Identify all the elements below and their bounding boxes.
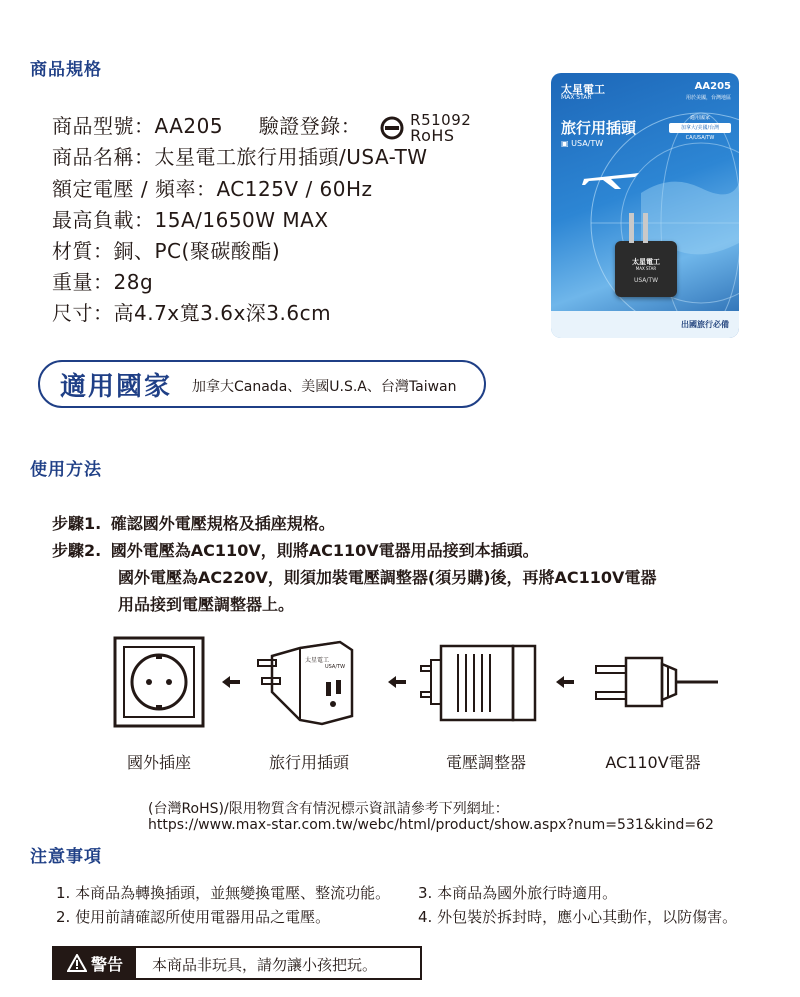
cert-label: 驗證登錄： [258,114,362,138]
countries-pill [38,360,486,408]
rohs-mark [378,110,472,145]
rohs-note-line-1: (台灣RoHS)/限用物質含有情況標示資訊請參考下列網址： [148,801,509,817]
plug-prong-icon-2 [643,213,648,243]
travel-plug-icon [258,642,352,724]
caution-item-2: 2. 使用前請確認所使用電器用品之電壓。 [56,908,331,926]
plug-prong-icon [629,213,634,243]
package-model: AA205 [694,81,731,92]
diagram-label-converter: 電壓調整器 [445,753,526,772]
model-value: AA205 [154,114,224,138]
package-plug-type: ▣ USA/TW [561,139,604,148]
package-footer: 出國旅行必備 [681,320,729,329]
rohs-text: RoHS [410,125,455,145]
rohs-note-url: https://www.max-star.com.tw/webc/html/product/show.aspx?num=531&kind=62 [148,817,714,833]
step-text: 確認國外電壓規格及插座規格。 [110,514,335,533]
globe-graphic [551,73,739,338]
step-2-line-2: 國外電壓為AC220V，則須加裝電壓調整器(須另購)後，再將AC110V電器 [118,568,657,587]
bsmi-icon [378,116,406,140]
spec-name: 商品名稱：太星電工旅行用插頭/USA-TW [52,145,428,169]
diagram-label-appliance: AC110V電器 [605,753,701,772]
package-badge-sub: 加拿大/美國/台灣 [669,123,731,133]
package-badge: 適用國家 [689,115,710,121]
plug-brand-en: MAX STAR [635,266,657,271]
countries-title: 適用國家 [60,372,173,402]
spec-max-load: 最高負載：15A/1650W MAX [52,208,329,232]
appliance-plug-icon [596,658,718,706]
countries-list: 加拿大Canada、美國U.S.A、台灣Taiwan [192,379,457,395]
caution-item-4: 4. 外包裝於拆封時，應小心其動作，以防傷害。 [418,908,738,926]
spec-size: 尺寸：高4.7x寬3.6x深3.6cm [52,301,332,325]
model-label: 商品型號： [52,114,155,138]
package-badge-sub2: CA/USA/TW [685,135,715,141]
package-title: 旅行用插頭 [561,119,637,137]
warning-label: 警告 [90,954,123,974]
diagram-label-socket: 國外插座 [126,753,191,772]
plug-brand: 太星電工 [632,258,660,266]
warning-label-block [54,948,136,978]
diagram-plug-brand: 太星電工 [305,657,330,664]
spec-weight: 重量：28g [52,270,154,294]
spec-material: 材質：銅、PC(聚碳酸酯) [52,239,281,263]
usage-diagram [0,620,800,740]
package-plug-image [615,241,677,297]
package-brand-en: MAX STAR [561,94,592,101]
warning-box [52,946,422,980]
rohs-block [410,110,472,145]
plug-label: USA/TW [633,277,659,284]
package-plug-type-text: USA/TW [571,139,604,148]
caution-item-1: 1. 本商品為轉換插頭，並無變換電壓、整流功能。 [56,884,391,902]
package-brand: 太星電工 [561,83,605,96]
diagram-plug-label: USA/TW [325,664,346,670]
spec-voltage: 額定電壓 / 頻率：AC125V / 60Hz [52,177,373,201]
step-label: 步驟2. [52,541,102,560]
step-text: 國外電壓為AC110V，則將AC110V電器用品接到本插頭。 [110,541,539,560]
diagram-label-travel-plug: 旅行用插頭 [268,753,349,772]
arrow-left-icon [222,676,240,688]
step-2-line-3: 用品接到電壓調整器上。 [118,595,295,614]
warning-triangle-icon [67,954,87,972]
wall-socket-icon [115,638,203,726]
cert-code: R51092 [410,110,472,129]
arrow-left-icon-3 [556,676,574,688]
usage-section-title: 使用方法 [30,460,102,480]
step-label: 步驟1. [52,514,102,533]
step-1 [52,511,335,534]
caution-section-title: 注意事項 [30,847,102,867]
step-2 [52,538,539,561]
spec-section-title: 商品規格 [30,60,102,80]
voltage-converter-icon [421,646,535,720]
warning-text: 本商品非玩具，請勿讓小孩把玩。 [152,956,378,974]
product-package-image [551,73,739,338]
spec-model-row [52,110,471,143]
airplane-icon [581,163,641,191]
arrow-left-icon-2 [388,676,406,688]
caution-item-3: 3. 本商品為國外旅行時適用。 [418,884,618,902]
package-model-sub: 用於美國，台灣地區 [685,95,731,101]
